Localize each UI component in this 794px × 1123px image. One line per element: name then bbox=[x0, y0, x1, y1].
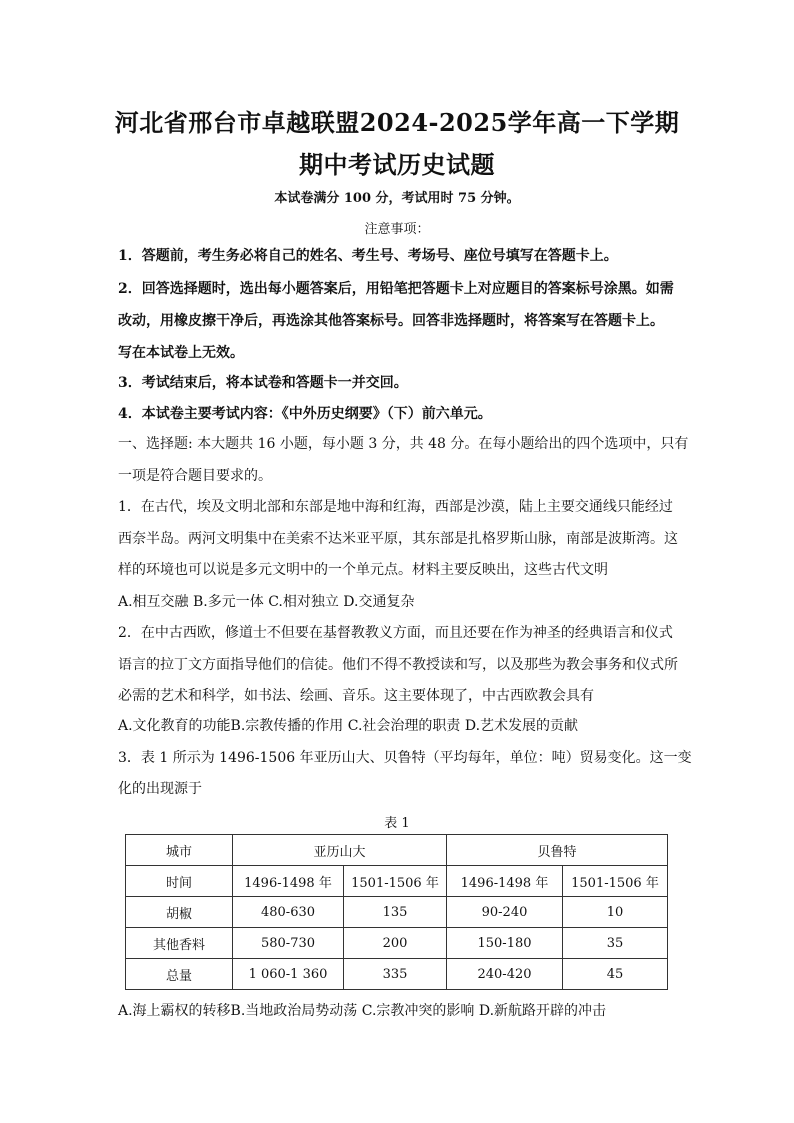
table-cell: 1501-1506 年 bbox=[563, 866, 668, 897]
notice-1: 1．答题前，考生务必将自己的姓名、考生号、考场号、座位号填写在答题卡上。 bbox=[118, 248, 618, 264]
trade-table bbox=[125, 834, 668, 990]
table-cell: 200 bbox=[344, 928, 447, 959]
table-cell: 135 bbox=[344, 897, 447, 928]
table-cell: 城市 bbox=[126, 835, 233, 866]
table-cell: 90-240 bbox=[447, 897, 563, 928]
table-cell: 亚历山大 bbox=[233, 835, 447, 866]
table-row bbox=[126, 866, 668, 897]
table-cell: 贝鲁特 bbox=[447, 835, 668, 866]
notice-2-cont: 改动，用橡皮擦干净后，再选涂其他答案标号。回答非选择题时，将答案写在答题卡上。 bbox=[118, 313, 664, 329]
section-heading: 一、选择题: 本大题共 16 小题，每小题 3 分，共 48 分。在每小题给出的四个选项中，只有 bbox=[118, 436, 689, 452]
table-cell: 335 bbox=[344, 959, 447, 990]
table-cell: 580-730 bbox=[233, 928, 344, 959]
section-heading-cont: 一项是符合题目要求的。 bbox=[118, 468, 272, 484]
table-row bbox=[126, 897, 668, 928]
table-cell: 35 bbox=[563, 928, 668, 959]
q1-text-line: 1．在古代，埃及文明北部和东部是地中海和红海，西部是沙漠，陆上主要交通线只能经过 bbox=[118, 499, 673, 515]
notice-2-end: 写在本试卷上无效。 bbox=[118, 345, 244, 361]
q2-text-line: 必需的艺术和科学，如书法、绘画、音乐。这主要体现了，中古西欧教会具有 bbox=[118, 688, 594, 704]
q3-text-line: 3．表 1 所示为 1496-1506 年亚历山大、贝鲁特（平均每年，单位：吨）贸易变化。这一变 bbox=[118, 750, 692, 766]
table-row bbox=[126, 928, 668, 959]
q1-options: A.相互交融 B.多元一体 C.相对独立 D.交通复杂 bbox=[118, 594, 415, 610]
table-row bbox=[126, 959, 668, 990]
table-cell: 480-630 bbox=[233, 897, 344, 928]
q3-options: A.海上霸权的转移B.当地政治局势动荡 C.宗教冲突的影响 D.新航路开辟的冲击 bbox=[118, 1003, 607, 1019]
notice-3: 3．考试结束后，将本试卷和答题卡一并交回。 bbox=[118, 375, 408, 391]
table-cell: 1501-1506 年 bbox=[344, 866, 447, 897]
table-row bbox=[126, 835, 668, 866]
table-cell: 1496-1498 年 bbox=[233, 866, 344, 897]
exam-title-line2: 期中考试历史试题 bbox=[299, 150, 495, 179]
table-cell: 1 060-1 360 bbox=[233, 959, 344, 990]
table-cell: 10 bbox=[563, 897, 668, 928]
table-cell: 胡椒 bbox=[126, 897, 233, 928]
table-cell: 45 bbox=[563, 959, 668, 990]
notice-4: 4．本试卷主要考试内容：《中外历史纲要》（下）前六单元。 bbox=[118, 406, 492, 422]
notice-2: 2．回答选择题时，选出每小题答案后，用铅笔把答题卡上对应题目的答案标号涂黑。如需 bbox=[118, 281, 674, 297]
table-cell: 1496-1498 年 bbox=[447, 866, 563, 897]
notice-heading: 注意事项： bbox=[364, 222, 430, 237]
table-cell: 240-420 bbox=[447, 959, 563, 990]
q2-options: A.文化教育的功能B.宗教传播的作用 C.社会治理的职责 D.艺术发展的贡献 bbox=[118, 718, 579, 734]
table-cell: 其他香料 bbox=[126, 928, 233, 959]
table-cell: 时间 bbox=[126, 866, 233, 897]
exam-info: 本试卷满分 100 分，考试用时 75 分钟。 bbox=[274, 191, 520, 206]
exam-title-line1: 河北省邢台市卓越联盟2024-2025学年高一下学期 bbox=[114, 108, 680, 137]
q3-text-line: 化的出现源于 bbox=[118, 781, 202, 797]
q1-text-line: 样的环境也可以说是多元文明中的一个单元点。材料主要反映出，这些古代文明 bbox=[118, 562, 608, 578]
q2-text-line: 语言的拉丁文方面指导他们的信徒。他们不得不教授读和写，以及那些为教会事务和仪式所 bbox=[118, 657, 678, 673]
table-cell: 总量 bbox=[126, 959, 233, 990]
q1-text-line: 西奈半岛。两河文明集中在美索不达米亚平原，其东部是扎格罗斯山脉，南部是波斯湾。这 bbox=[118, 531, 678, 547]
table-cell: 150-180 bbox=[447, 928, 563, 959]
table-caption: 表 1 bbox=[384, 816, 410, 831]
q2-text-line: 2．在中古西欧，修道士不但要在基督教教义方面，而且还要在作为神圣的经典语言和仪式 bbox=[118, 625, 673, 641]
